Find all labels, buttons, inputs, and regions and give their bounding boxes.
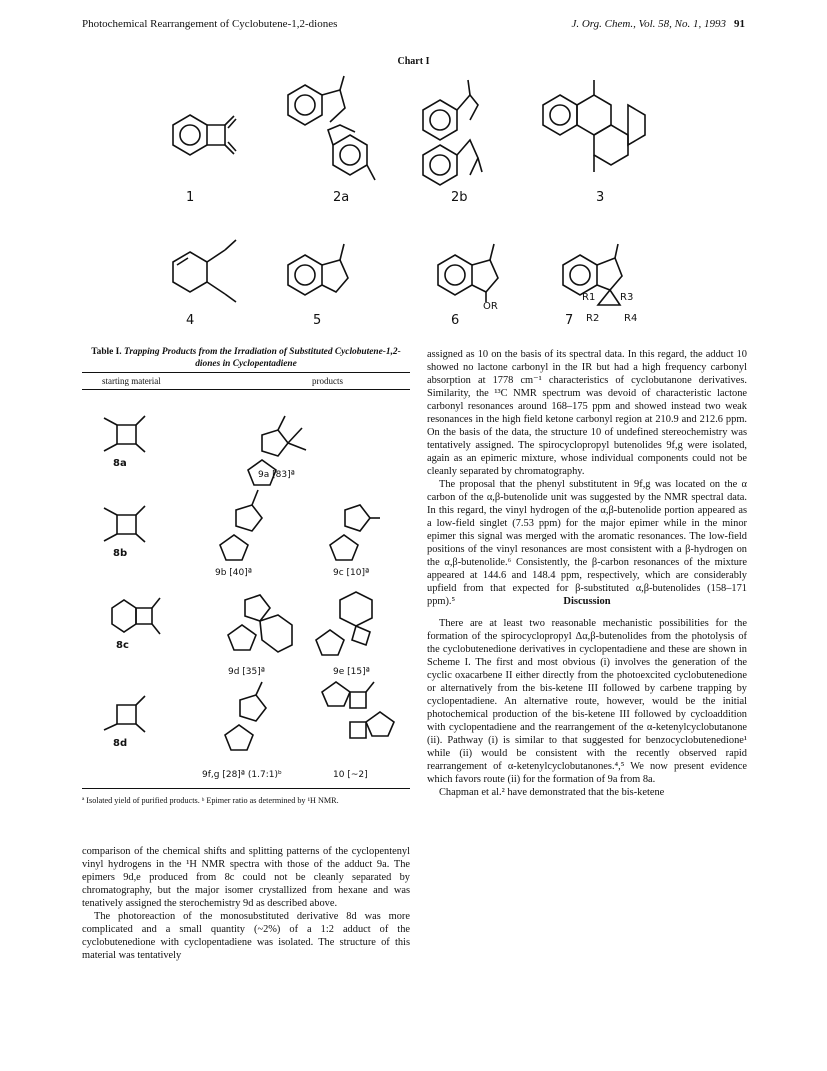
discussion-text (427, 617, 747, 799)
compound-9fg-structure (225, 682, 266, 750)
paragraph: The photoreaction of the monosubstituted derivative 8d was more complicated and a small quantity (~2%) of a 1:2 adduct of the cyclobutenedione with cyclopentadiene was isolated. The structure of this material was tentatively (82, 911, 410, 961)
table-row-9d-product: 9d [35]ª (228, 667, 266, 677)
table-rule-bottom (82, 788, 410, 789)
compound-label-1: 1 (186, 190, 195, 205)
paragraph: assigned as 10 on the basis of its spectral data. In this regard, the adduct 10 showed no lactone carbonyl in the IR but had a high frequency carbonyl absorption at 1778 cm⁻¹ characteristics of cyclobutanone derivatives. Similarity, the ¹³C NMR spectrum was devoid of characteristic lactone carbonyl resonances around 168–175 ppm and showed instead two weak resonances in the high field ketone carbonyl region at 210.9 and 212.6 ppm. On the basis of the data, the structure 10 of undefined stereochemistry was tentatively assigned. The spirocyclopropyl butenolides 9f,g were isolated, again as an epimeric mixture, whose individual components could not be cleanly separated by chromatography. (427, 349, 747, 477)
compound-9e-structure (316, 592, 372, 655)
page-number: 91 (734, 18, 745, 30)
right-column-text (427, 348, 747, 608)
compound-label-2a: 2a (333, 190, 350, 205)
substituent-r2: R2 (586, 313, 600, 324)
table-caption-title: Trapping Products from the Irradiation of Substituted Cyclobutene-1,2-diones in Cyclopentadiene (123, 347, 401, 369)
compound-6-structure (438, 244, 498, 302)
paragraph: comparison of the chemical shifts and splitting patterns of the cyclopentenyl vinyl hydrogens in the ¹H NMR spectra with those of the adduct 9a. The epimers 9d,e produced from 8c could not be cleanly separated by chromatography, but the major isomer crystallized from hexane and was tenatively assigned the sterochemistry 9d as described above. (82, 846, 410, 909)
table-row-9b-product: 9b [40]ª (215, 568, 253, 578)
chart-title: Chart I (397, 56, 430, 67)
compound-2b-structure (423, 80, 482, 185)
compound-label-4: 4 (186, 313, 195, 328)
col-products: products (312, 376, 343, 386)
compound-8a-structure (104, 416, 145, 452)
compound-label-6: 6 (451, 313, 460, 328)
table-row-8c-sm: 8c (116, 640, 129, 651)
compound-label-2b: 2b (451, 190, 468, 205)
compound-9d-structure (228, 595, 292, 652)
compound-label-7: 7 (565, 313, 574, 328)
section-heading-discussion: Discussion (563, 596, 611, 607)
compound-10-structure (322, 682, 394, 738)
journal-citation: J. Org. Chem., Vol. 58, No. 1, 1993 (571, 18, 726, 30)
compound-9c-structure (330, 505, 380, 560)
compound-label-5: 5 (313, 313, 322, 328)
table-rule-top (82, 372, 410, 373)
compound-2a-structure (288, 76, 375, 180)
running-head-title: Photochemical Rearrangement of Cyclobutene-1,2-diones (82, 18, 338, 30)
left-column-text (82, 845, 410, 962)
table-caption (82, 346, 410, 370)
table-row-9e-product: 9e [15]ª (333, 667, 370, 677)
table-row-9fg-product: 9f,g [28]ª (1.7:1)ᵇ (202, 770, 282, 780)
compound-4-structure (173, 240, 236, 302)
paragraph: Chapman et al.² have demonstrated that the bis-ketene (439, 787, 665, 798)
compound-8c-structure (112, 598, 160, 634)
table-row-8a-sm: 8a (113, 458, 127, 469)
table-row-9a-product: 9a [83]ª (258, 470, 295, 480)
compound-8b-structure (104, 506, 145, 542)
table-row-10-product: 10 [~2] (333, 770, 368, 780)
substituent-r3: R3 (620, 292, 634, 303)
table-footnote: ª Isolated yield of purified products. ᵇ Epimer ratio as determined by ¹H NMR. (82, 796, 339, 805)
compound-1-structure (173, 115, 236, 155)
substituent-or: OR (483, 301, 498, 312)
col-starting-material: starting material (102, 376, 161, 386)
compound-9b-structure (220, 490, 262, 560)
table-row-9c-product: 9c [10]ª (333, 568, 370, 578)
compound-5-structure (288, 244, 348, 295)
table-row-8d-sm: 8d (113, 738, 128, 749)
table-row-8b-sm: 8b (113, 548, 128, 559)
substituent-r4: R4 (624, 313, 638, 324)
table-caption-label: Table I. (91, 347, 122, 357)
compound-3-structure (543, 80, 645, 172)
compound-8d-structure (104, 696, 145, 732)
table-rule-head (82, 389, 410, 390)
compound-label-3: 3 (596, 190, 605, 205)
paragraph: The proposal that the phenyl substitutent in 9f,g was located on the α carbon of the α,β-butenolide unit was suggested by the NMR spectral data. In this regard, the vinyl hydrogen of the α,β-butenolide portion appeared as a low-field singlet (7.53 ppm) for the major epimer while in the minor epimer this signal was merged with the aromatic resonances. The low-field positions of the vinyl resonances are most consistent with a β-hydrogen on the α,β-butenolide.⁶ Consistently, the β-carbon resonances of the mixture appeared at 144.6 and 148.4 ppm, respectively, which are considerably upfield from that expected for β-substituted α,β-butenolides (158–171 ppm).⁵ (427, 479, 747, 607)
paragraph: There are at least two reasonable mechanistic possibilities for the formation of the spirocyclopropyl Δα,β-butenolides from the photolysis of the cyclobutenedione derivatives in cyclopentadiene and these are shown in Scheme I. The first and most obvious (i) involves the generation of the cyclic oxacarbene II either directly from the photoexcited cyclobutenedione or alternatively from the bis-ketene III followed by carbene trapping by cyclopentadiene. An alternative route, however, would be the initial photochemical production of the bis-ketene III followed by cycloaddition with cyclopentadiene and the rearrangement of the α-ketenylcyclobutanone (ii). Pathway (i) is similar to that suggested for benzocyclobutenedione¹ while (ii) would be consistent with the recently observed rapid rearrangement of α-ketenylcyclobutanones.⁴,⁵ We now present evidence which favors route (ii) for the formation of 9a from 8a. (427, 618, 747, 785)
substituent-r1: R1 (582, 292, 596, 303)
